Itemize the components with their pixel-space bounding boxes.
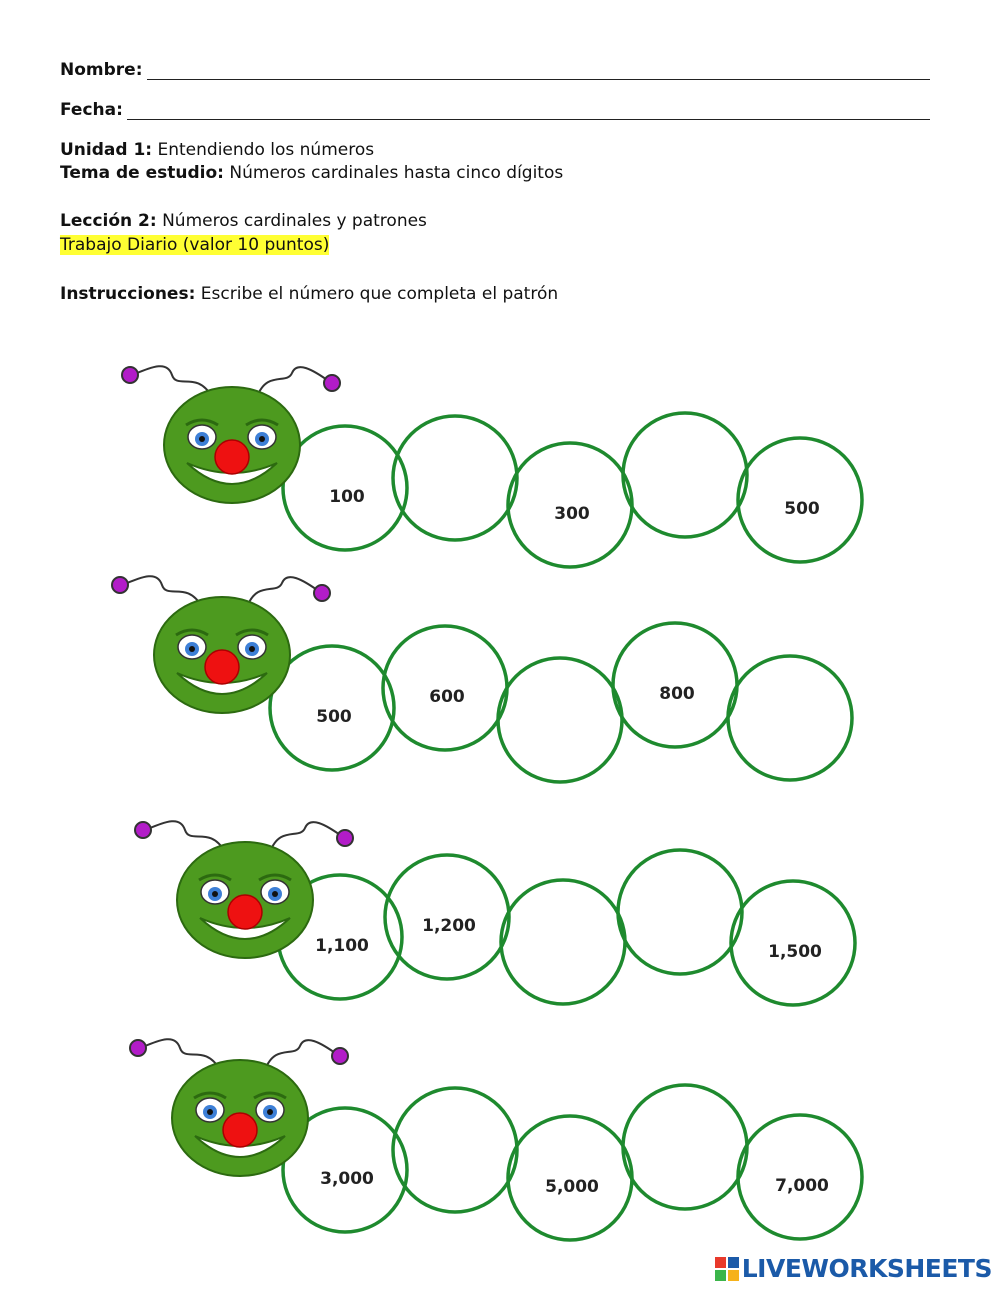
pattern-number: 100 <box>329 487 365 507</box>
pattern-number: 1,200 <box>422 916 476 936</box>
pattern-number: 7,000 <box>775 1176 829 1196</box>
pattern-number: 5,000 <box>545 1177 599 1197</box>
topic-value: Números cardinales hasta cinco dígitos <box>229 163 564 183</box>
instructions-value: Escribe el número que completa el patrón <box>200 284 559 304</box>
unit-value: Entendiendo los números <box>157 140 375 160</box>
caterpillar-head-icon <box>112 576 330 713</box>
body-circle <box>623 1085 747 1209</box>
pattern-number: 500 <box>316 707 352 727</box>
unit-label: Unidad 1: <box>60 140 153 160</box>
lesson-label: Lección 2: <box>60 211 157 231</box>
body-circle <box>498 658 622 782</box>
pattern-number: 600 <box>429 687 465 707</box>
body-circle <box>623 413 747 537</box>
body-circle <box>728 656 852 780</box>
brand-name: LIVEWORKSHEETS <box>741 1254 992 1283</box>
caterpillar-2 <box>112 576 852 782</box>
name-label: Nombre: <box>60 60 143 80</box>
caterpillar-1 <box>122 366 862 567</box>
caterpillar-3 <box>135 821 855 1005</box>
caterpillar-4 <box>130 1039 862 1240</box>
body-circle <box>393 416 517 540</box>
body-circle <box>393 1088 517 1212</box>
daily-work-highlight: Trabajo Diario (valor 10 puntos) <box>60 235 330 255</box>
pattern-number: 500 <box>784 499 820 519</box>
date-label: Fecha: <box>60 100 123 120</box>
caterpillar-head-icon <box>122 366 340 503</box>
pattern-number: 1,100 <box>315 936 369 956</box>
instructions-label: Instrucciones: <box>60 284 196 304</box>
body-circle <box>501 880 625 1004</box>
pattern-number: 1,500 <box>768 942 822 962</box>
pattern-number: 3,000 <box>320 1169 374 1189</box>
pattern-number: 800 <box>659 684 695 704</box>
liveworksheets-logo <box>715 1257 739 1281</box>
liveworksheets-footer <box>715 1254 992 1283</box>
lesson-value: Números cardinales y patrones <box>162 211 427 231</box>
pattern-number: 300 <box>554 504 590 524</box>
topic-label: Tema de estudio: <box>60 163 224 183</box>
caterpillar-head-icon <box>130 1039 348 1176</box>
body-circle <box>618 850 742 974</box>
